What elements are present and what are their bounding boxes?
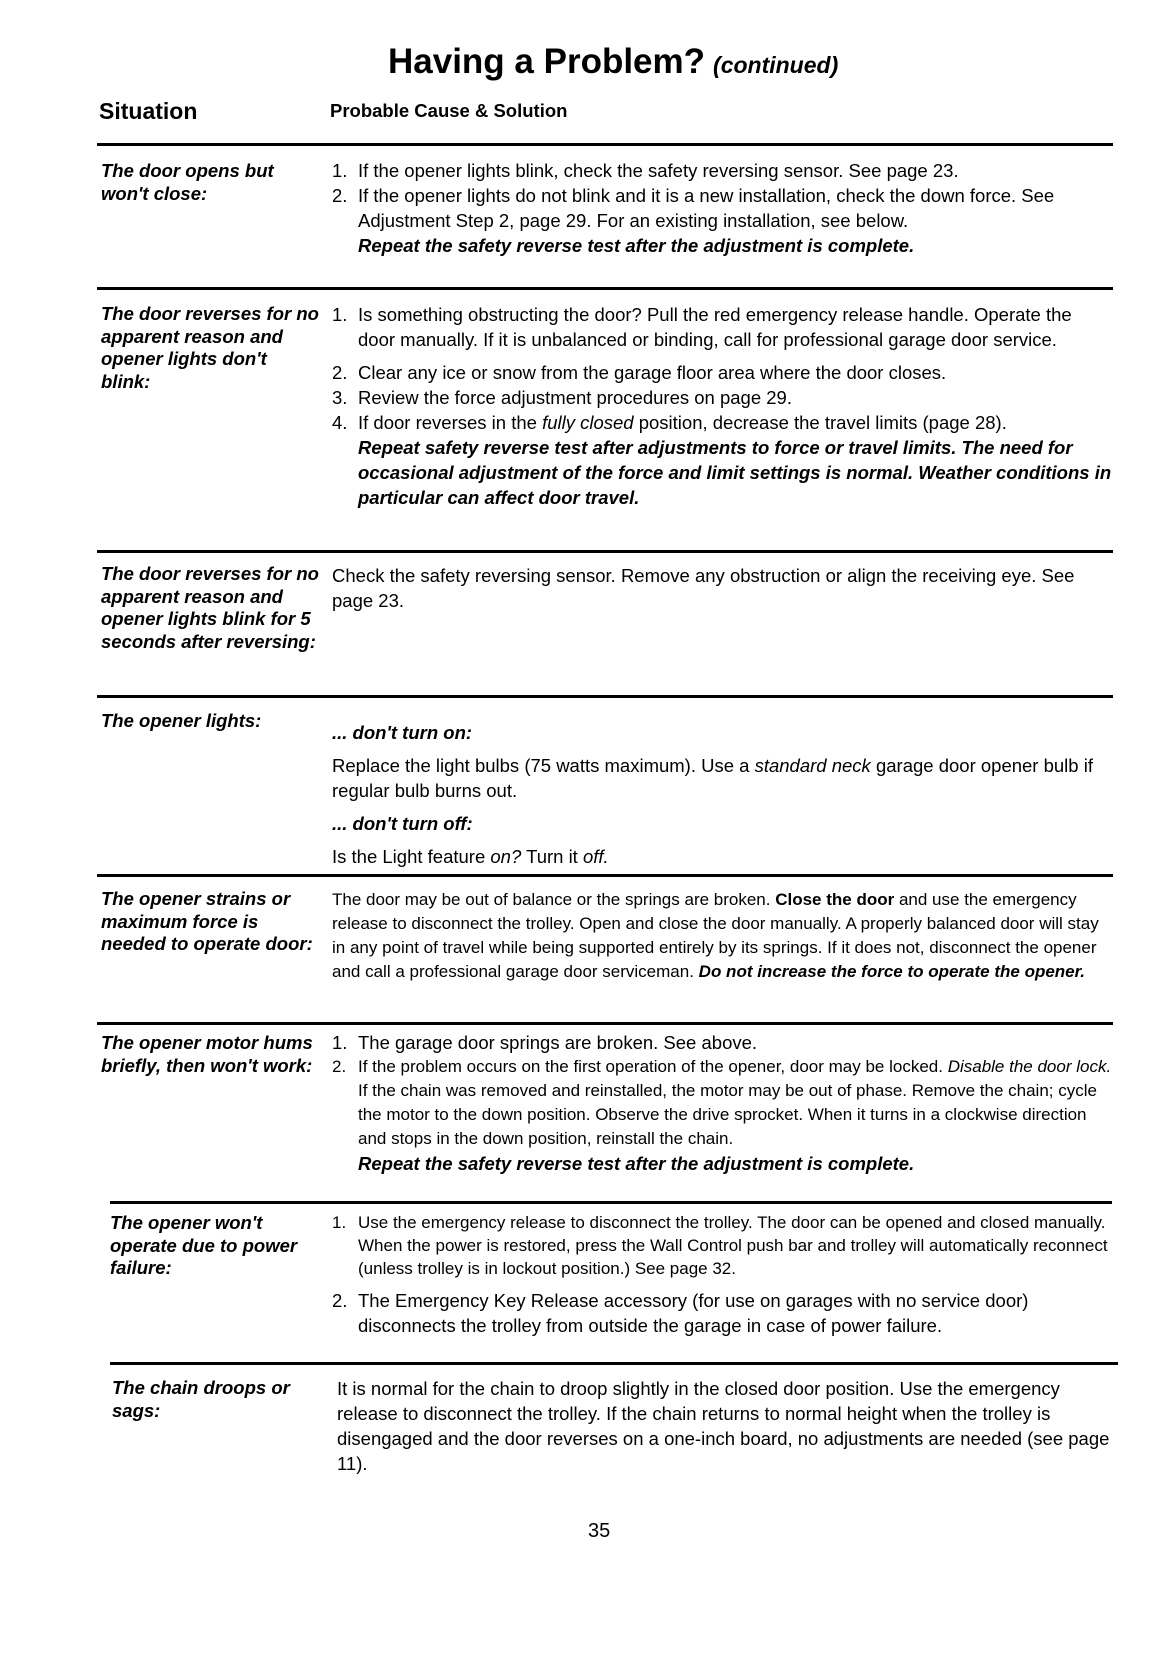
title-main: Having a Problem?	[388, 42, 706, 81]
solution-item: 2. Clear any ice or snow from the garage floor area where the door closes.	[332, 362, 947, 383]
row-divider	[110, 1362, 1118, 1365]
row-divider	[97, 1022, 1113, 1025]
solution-block	[332, 1211, 1112, 1338]
solution-item: 3. Review the force adjustment procedures on page 29.	[332, 387, 792, 408]
row-divider	[97, 550, 1113, 553]
situation-text: The door reverses for no apparent reason and opener lights blink for 5 seconds after reversing:	[101, 563, 319, 652]
situation-text: The door reverses for no apparent reason and opener lights don't blink:	[101, 303, 319, 392]
sub-heading: ... don't turn on:	[332, 722, 473, 743]
column-header-situation: Situation	[99, 98, 198, 124]
solution-item: 2. If the opener lights do not blink and it is a new installation, check the down force. See Adjustment Step 2, page 29. For an existing installation, see below.	[332, 185, 1055, 231]
row-divider	[97, 874, 1113, 877]
page-number: 35	[588, 1520, 611, 1542]
solution-item: 2. The Emergency Key Release accessory (for use on garages with no service door) disconnects the trolley from outside the garage in case of power failure.	[332, 1290, 1029, 1336]
situation-text: The opener strains or maximum force is needed to operate door:	[101, 888, 313, 954]
solution-block	[332, 158, 1112, 258]
title-subtitle: (continued)	[713, 52, 839, 78]
solution-note: Repeat the safety reverse test after the adjustment is complete.	[358, 235, 915, 256]
page-title	[388, 42, 838, 82]
solution-item: 1. Use the emergency release to disconnect the trolley. The door can be opened and closed manually. When the power is restored, press the Wall Control push bar and trolley will automatically reconnect (unless trolley is in lockout position.) See page 32.	[332, 1213, 1108, 1278]
situation-text: The opener motor hums briefly, then won't work:	[101, 1032, 313, 1076]
solution-note: Repeat the safety reverse test after the adjustment is complete.	[358, 1153, 915, 1174]
solution-block: It is normal for the chain to droop slightly in the closed door position. Use the emergency release to disconnect the trolley. If the chain returns to normal height when the trolley is disengaged and the door reverses on a one-inch board, no adjustments are needed (see page 11).	[337, 1378, 1110, 1474]
row-divider	[110, 1201, 1112, 1204]
situation-text: The chain droops or sags:	[112, 1377, 290, 1421]
solution-block: Check the safety reversing sensor. Remove any obstruction or align the receiving eye. See page 23.	[332, 565, 1075, 611]
solution-block	[332, 302, 1112, 510]
solution-item: 1. If the opener lights blink, check the safety reversing sensor. See page 23.	[332, 160, 959, 181]
row-divider	[97, 287, 1113, 290]
solution-item: 4. If door reverses in the fully closed position, decrease the travel limits (page 28).	[332, 412, 1007, 433]
situation-text: The opener lights:	[101, 710, 262, 731]
row-divider	[97, 695, 1113, 698]
solution-block: ... don't turn on: Replace the light bulbs (75 watts maximum). Use a standard neck garage door opener bulb if regular bulb burns out. ... don't turn off: Is the Light feature on? Turn it off.	[332, 720, 1112, 869]
column-header-solution: Probable Cause & Solution	[330, 100, 568, 121]
row-divider	[97, 143, 1113, 146]
sub-heading: ... don't turn off:	[332, 813, 473, 834]
solution-item: 2. If the problem occurs on the first operation of the opener, door may be locked. Disable the door lock. If the chain was removed and reinstalled, the motor may be out of phase. Remove the chain; cycle the motor to the down position. Observe the drive sprocket. When it turns in a clockwise direction and stops in the down position, reinstall the chain.	[332, 1057, 1112, 1148]
solution-item: 1. Is something obstructing the door? Pull the red emergency release handle. Operate the door manually. If it is unbalanced or binding, call for professional garage door service.	[332, 304, 1072, 350]
solution-block	[332, 1030, 1112, 1176]
solution-block: The door may be out of balance or the springs are broken. Close the door and use the emergency release to disconnect the trolley. Open and close the door manually. A properly balanced door will stay in any point of travel while being supported entirely by its springs. If it does not, disconnect the opener and call a professional garage door serviceman. Do not increase the force to operate the opener.	[332, 890, 1099, 981]
situation-text: The door opens but won't close:	[101, 160, 274, 204]
situation-text: The opener won't operate due to power failure:	[110, 1212, 298, 1278]
solution-item: 1. The garage door springs are broken. See above.	[332, 1032, 758, 1053]
solution-note: Repeat safety reverse test after adjustments to force or travel limits. The need for occasional adjustment of the force and limit settings is normal. Weather conditions in particular can affect door travel.	[358, 437, 1112, 508]
